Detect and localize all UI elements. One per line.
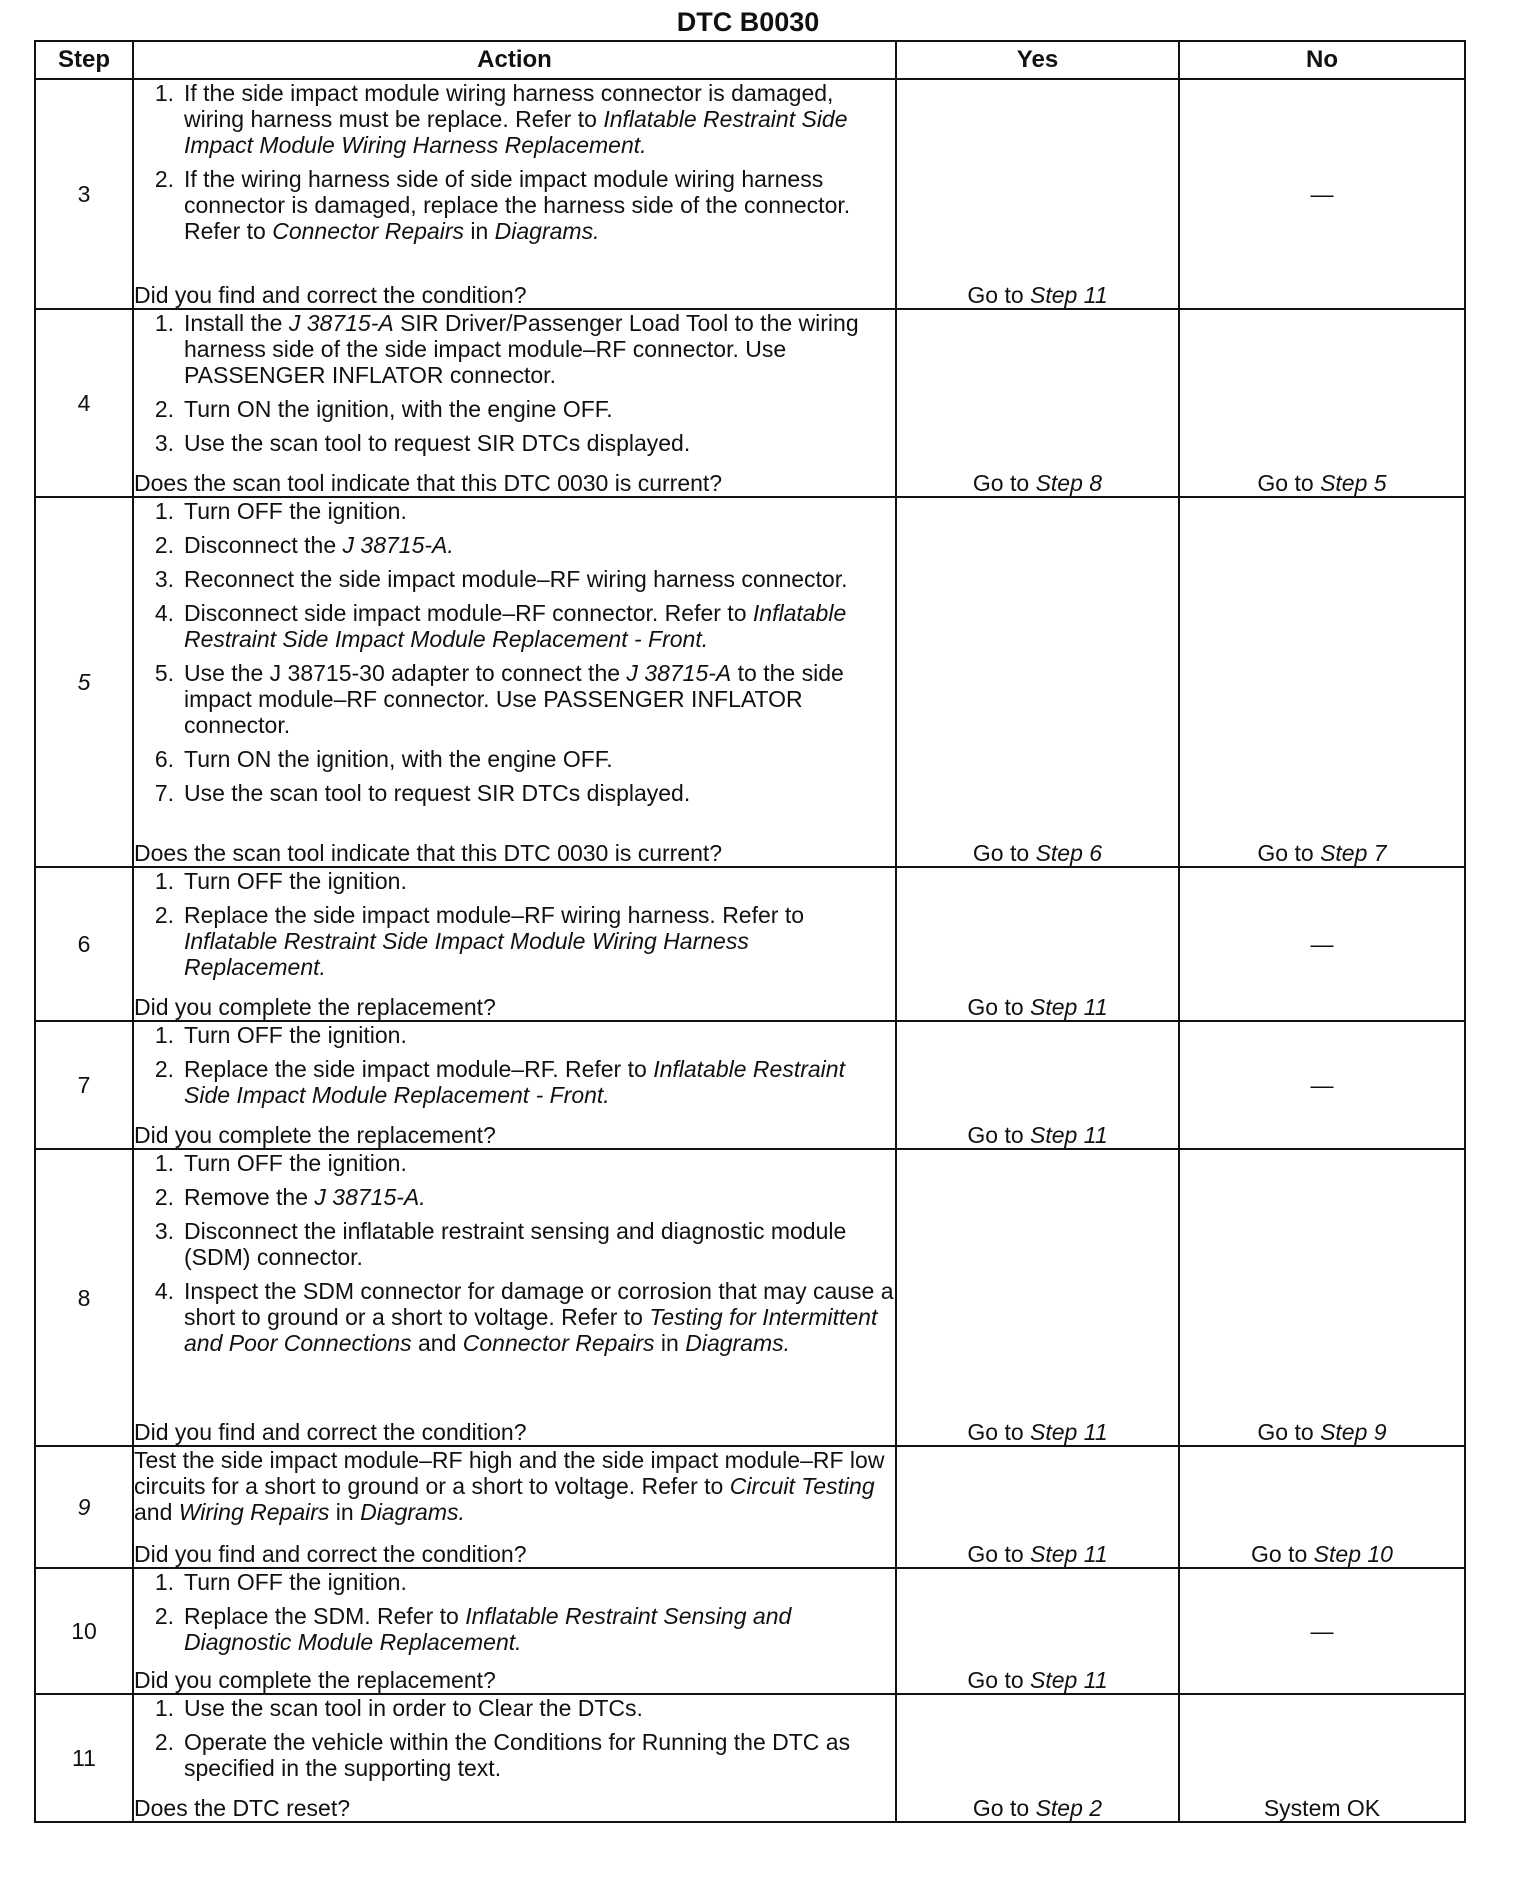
- text-segment: Step 11: [1030, 1419, 1108, 1445]
- action-step-number: 2.: [154, 1603, 174, 1629]
- action-body: [134, 1150, 895, 1445]
- action-cell: [133, 1694, 896, 1822]
- step-number: 7: [35, 1021, 133, 1149]
- text-segment: J 38715-A: [288, 310, 394, 336]
- table-row: [35, 1446, 1465, 1568]
- text-segment: Step 9: [1320, 1419, 1387, 1445]
- text-segment: Step 7: [1320, 840, 1387, 866]
- step-number: 3: [35, 79, 133, 309]
- action-step: [134, 1218, 895, 1270]
- action-step: [134, 780, 895, 806]
- yes-result: [967, 1541, 1107, 1567]
- text-segment: Go to: [1251, 1541, 1314, 1567]
- action-steps: [134, 1695, 895, 1781]
- action-step-text: [184, 566, 895, 592]
- text-segment: Go to: [967, 994, 1031, 1020]
- text-segment: Step 11: [1030, 1667, 1108, 1693]
- action-step: [134, 396, 895, 422]
- text-segment: Replace the SDM. Refer to: [184, 1603, 466, 1629]
- action-body: [134, 310, 895, 496]
- header-no: No: [1179, 41, 1465, 79]
- text-segment: Replace the side impact module–RF. Refer to: [184, 1056, 654, 1082]
- action-step-text: [184, 310, 895, 388]
- action-step-number: 1.: [154, 868, 174, 894]
- action-step-number: 1.: [154, 80, 174, 106]
- action-step: [134, 1022, 895, 1048]
- yes-cell: [896, 1568, 1179, 1694]
- action-step-number: 1.: [154, 1695, 174, 1721]
- text-segment: Circuit Testing: [729, 1473, 875, 1499]
- yes-result: [973, 470, 1102, 496]
- action-steps: [134, 868, 895, 980]
- action-step: [134, 1150, 895, 1176]
- action-step: [134, 566, 895, 592]
- text-segment: Connector Repairs: [272, 218, 464, 244]
- text-segment: Step 11: [1030, 994, 1108, 1020]
- action-step-number: 2.: [154, 1729, 174, 1755]
- action-step-number: 2.: [154, 166, 174, 192]
- no-result: [1264, 1795, 1380, 1821]
- action-step: [134, 80, 895, 158]
- text-segment: J 38715-A: [626, 660, 732, 686]
- action-body: [134, 1022, 895, 1148]
- action-step-text: [184, 396, 895, 422]
- action-step-text: [184, 430, 895, 456]
- text-segment: Go to: [1257, 470, 1321, 496]
- text-segment: Replace the side impact module–RF wiring harness. Refer to: [184, 902, 805, 928]
- action-step: [134, 1184, 895, 1210]
- action-cell: [133, 1021, 896, 1149]
- action-body: [134, 80, 895, 308]
- text-segment: Use the J 38715-30 adapter to connect the: [184, 660, 627, 686]
- action-question: Does the scan tool indicate that this DTC 0030 is current?: [134, 840, 723, 866]
- text-segment: and: [134, 1499, 179, 1525]
- no-result-dash: —: [1310, 181, 1334, 207]
- step-number: 6: [35, 867, 133, 1021]
- action-step-text: [184, 746, 895, 772]
- action-step: [134, 532, 895, 558]
- text-segment: Go to: [967, 282, 1031, 308]
- action-step-text: [184, 166, 895, 244]
- action-step: [134, 1603, 895, 1655]
- action-step-number: 2.: [154, 1184, 174, 1210]
- text-segment: Remove the: [184, 1184, 315, 1210]
- table-row: [35, 1694, 1465, 1822]
- action-cell: [133, 497, 896, 867]
- yes-cell: [896, 1694, 1179, 1822]
- table-row: [35, 867, 1465, 1021]
- text-segment: Diagrams.: [685, 1330, 791, 1356]
- action-step-text: [184, 600, 895, 652]
- no-cell: [1179, 1149, 1465, 1446]
- text-segment: Step 6: [1035, 840, 1103, 866]
- no-result-dash: —: [1310, 1072, 1334, 1098]
- text-segment: Turn OFF the ignition.: [184, 1150, 407, 1176]
- action-step: [134, 1695, 895, 1721]
- text-segment: J 38715-A.: [342, 532, 454, 558]
- text-segment: Step 5: [1320, 470, 1387, 496]
- action-step: [134, 1569, 895, 1595]
- action-step-number: 4.: [154, 600, 174, 626]
- yes-cell: [896, 79, 1179, 309]
- action-cell: [133, 309, 896, 497]
- action-step-number: 2.: [154, 1056, 174, 1082]
- action-step-number: 3.: [154, 1218, 174, 1244]
- text-segment: Use the scan tool in order to Clear the DTCs.: [184, 1695, 643, 1721]
- action-step-text: [184, 1729, 895, 1781]
- action-step: [134, 1729, 895, 1781]
- action-step-text: [184, 1022, 895, 1048]
- text-segment: Step 10: [1313, 1541, 1393, 1567]
- action-step: [134, 430, 895, 456]
- no-result: [1257, 470, 1386, 496]
- text-segment: Go to: [972, 1795, 1036, 1821]
- action-step: [134, 746, 895, 772]
- action-step-text: [184, 1056, 895, 1108]
- action-cell: [133, 867, 896, 1021]
- action-step: [134, 600, 895, 652]
- no-result: [1257, 840, 1386, 866]
- action-question: Did you complete the replacement?: [134, 1667, 496, 1693]
- action-step-number: 1.: [154, 1569, 174, 1595]
- text-segment: in: [654, 1330, 686, 1356]
- action-step-number: 6.: [154, 746, 174, 772]
- text-segment: to the side impact module–RF connector. Use PASSENGER INFLATOR connector.: [184, 660, 844, 738]
- text-segment: Go to: [972, 470, 1036, 496]
- text-segment: Step 2: [1035, 1795, 1103, 1821]
- action-step-number: 1.: [154, 1022, 174, 1048]
- text-segment: Go to: [967, 1541, 1031, 1567]
- text-segment: Go to: [967, 1419, 1031, 1445]
- yes-result: [967, 1667, 1107, 1693]
- action-steps: [134, 80, 895, 244]
- text-segment: If the wiring harness side of side impact module wiring harness connector is damaged, replace the harness side of the connector. Refer to: [184, 166, 851, 244]
- text-segment: Go to: [972, 840, 1036, 866]
- text-segment: Testing for Intermittent and Poor Connections: [184, 1304, 878, 1356]
- action-body: [134, 1569, 895, 1693]
- action-step-text: [184, 660, 895, 738]
- text-segment: System OK: [1263, 1795, 1381, 1821]
- text-segment: Turn OFF the ignition.: [184, 1022, 407, 1048]
- yes-result: [973, 1795, 1102, 1821]
- action-step-number: 7.: [154, 780, 174, 806]
- text-segment: Reconnect the side impact module–RF wiring harness connector.: [184, 566, 848, 592]
- step-number: 4: [35, 309, 133, 497]
- action-step-number: 5.: [154, 660, 174, 686]
- action-step-text: [184, 532, 895, 558]
- table-row: [35, 1568, 1465, 1694]
- action-step-number: 2.: [154, 902, 174, 928]
- text-segment: Operate the vehicle within the Conditions for Running the DTC as specified in the supporting text.: [184, 1729, 851, 1781]
- action-steps: [134, 1569, 895, 1655]
- yes-cell: [896, 1021, 1179, 1149]
- yes-result: [967, 282, 1107, 308]
- text-segment: Turn ON the ignition, with the engine OFF.: [184, 396, 613, 422]
- table-row: [35, 309, 1465, 497]
- action-step-number: 2.: [154, 532, 174, 558]
- table-row: [35, 497, 1465, 867]
- action-step-number: 2.: [154, 396, 174, 422]
- action-step-text: [184, 1184, 895, 1210]
- yes-cell: [896, 1149, 1179, 1446]
- action-step: [134, 498, 895, 524]
- no-cell: [1179, 79, 1465, 309]
- header-yes: Yes: [896, 41, 1179, 79]
- action-step: [134, 1056, 895, 1108]
- text-segment: Go to: [967, 1122, 1031, 1148]
- no-cell: [1179, 1568, 1465, 1694]
- text-segment: Use the scan tool to request SIR DTCs displayed.: [184, 780, 691, 806]
- table-row: [35, 79, 1465, 309]
- action-paragraph: [134, 1447, 895, 1525]
- step-number: 5: [35, 497, 133, 867]
- yes-result: [973, 840, 1102, 866]
- action-step: [134, 660, 895, 738]
- no-cell: [1179, 309, 1465, 497]
- action-steps: [134, 310, 895, 456]
- action-cell: [133, 1568, 896, 1694]
- action-question: Did you complete the replacement?: [134, 1122, 496, 1148]
- dtc-table: [34, 40, 1466, 1823]
- action-steps: [134, 1022, 895, 1108]
- text-segment: Turn OFF the ignition.: [184, 1569, 407, 1595]
- action-step-number: 1.: [154, 498, 174, 524]
- action-steps: [134, 498, 895, 806]
- action-step-number: 3.: [154, 430, 174, 456]
- no-result-dash: —: [1310, 1618, 1334, 1644]
- yes-cell: [896, 497, 1179, 867]
- yes-result: [967, 1419, 1107, 1445]
- action-steps: [134, 1150, 895, 1356]
- text-segment: Diagrams.: [360, 1499, 465, 1525]
- action-step-text: [184, 780, 895, 806]
- text-segment: Inflatable Restraint Side Impact Module Replacement - Front.: [184, 1056, 845, 1108]
- text-segment: Step 11: [1030, 1122, 1108, 1148]
- action-question: Did you find and correct the condition?: [134, 1541, 527, 1567]
- text-segment: Step 8: [1035, 470, 1103, 496]
- action-body: [134, 1447, 895, 1567]
- action-step: [134, 166, 895, 244]
- text-segment: and: [411, 1330, 463, 1356]
- header-step: Step: [35, 41, 133, 79]
- action-question: Did you find and correct the condition?: [134, 282, 527, 308]
- action-step-number: 4.: [154, 1278, 174, 1304]
- text-segment: Inflatable Restraint Side Impact Module Wiring Harness Replacement.: [184, 106, 848, 158]
- action-body: [134, 868, 895, 1020]
- text-segment: Turn ON the ignition, with the engine OFF.: [184, 746, 613, 772]
- text-segment: Turn OFF the ignition.: [184, 868, 407, 894]
- table-row: [35, 1149, 1465, 1446]
- action-body: [134, 1695, 895, 1821]
- text-segment: Use the scan tool to request SIR DTCs displayed.: [184, 430, 691, 456]
- text-segment: Inflatable Restraint Side Impact Module Replacement - Front.: [184, 600, 847, 652]
- text-segment: Inspect the SDM connector for damage or corrosion that may cause a short to ground or a short to voltage. Refer to: [184, 1278, 894, 1330]
- text-segment: Go to: [1257, 840, 1321, 866]
- text-segment: Wiring Repairs: [178, 1499, 330, 1525]
- action-question: Did you complete the replacement?: [134, 994, 496, 1020]
- action-cell: [133, 79, 896, 309]
- action-step-number: 1.: [154, 1150, 174, 1176]
- action-step-text: [184, 80, 895, 158]
- text-segment: Disconnect the inflatable restraint sensing and diagnostic module (SDM) connector.: [184, 1218, 847, 1270]
- action-step-text: [184, 1278, 895, 1356]
- page-title: DTC B0030: [676, 7, 820, 37]
- no-result-dash: —: [1310, 931, 1334, 957]
- action-step: [134, 1278, 895, 1356]
- no-cell: [1179, 1694, 1465, 1822]
- text-segment: Connector Repairs: [462, 1330, 655, 1356]
- action-cell: [133, 1149, 896, 1446]
- action-step: [134, 310, 895, 388]
- yes-result: [967, 994, 1107, 1020]
- no-cell: [1179, 1446, 1465, 1568]
- text-segment: Test the side impact module–RF high and the side impact module–RF low circuits for a short to ground or a short to voltage. Refer to: [134, 1447, 885, 1499]
- action-step-number: 1.: [154, 310, 174, 336]
- yes-cell: [896, 309, 1179, 497]
- action-question: Did you find and correct the condition?: [134, 1419, 527, 1445]
- table-row: [35, 1021, 1465, 1149]
- text-segment: SIR Driver/Passenger Load Tool to the wiring harness side of the side impact module–RF connector. Use PASSENGER INFLATOR connector.: [184, 310, 859, 388]
- text-segment: Inflatable Restraint Sensing and Diagnostic Module Replacement.: [184, 1603, 792, 1655]
- text-segment: Step 11: [1030, 282, 1108, 308]
- text-segment: Step 11: [1030, 1541, 1108, 1567]
- action-body: [134, 498, 895, 866]
- step-number: 11: [35, 1694, 133, 1822]
- text-segment: in: [329, 1499, 361, 1525]
- text-segment: Diagrams.: [494, 218, 600, 244]
- no-result: [1257, 1419, 1386, 1445]
- no-cell: [1179, 867, 1465, 1021]
- action-question: Does the DTC reset?: [134, 1795, 351, 1821]
- action-step: [134, 868, 895, 894]
- action-question: Does the scan tool indicate that this DTC 0030 is current?: [134, 470, 723, 496]
- text-segment: Go to: [1257, 1419, 1321, 1445]
- text-segment: If the side impact module wiring harness connector is damaged, wiring harness must be replace. Refer to: [184, 80, 834, 132]
- no-cell: [1179, 497, 1465, 867]
- yes-cell: [896, 867, 1179, 1021]
- text-segment: Go to: [967, 1667, 1031, 1693]
- text-segment: in: [463, 218, 495, 244]
- action-step-text: [184, 498, 895, 524]
- header-row: [35, 41, 1465, 79]
- no-cell: [1179, 1021, 1465, 1149]
- text-segment: Disconnect side impact module–RF connector. Refer to: [184, 600, 753, 626]
- action-step-text: [184, 1569, 895, 1595]
- action-step-text: [184, 902, 895, 980]
- text-segment: J 38715-A.: [314, 1184, 426, 1210]
- yes-cell: [896, 1446, 1179, 1568]
- yes-result: [967, 1122, 1107, 1148]
- action-step-text: [184, 1695, 895, 1721]
- action-step-text: [184, 1218, 895, 1270]
- action-step-text: [184, 1603, 895, 1655]
- action-step-number: 3.: [154, 566, 174, 592]
- action-step-text: [184, 1150, 895, 1176]
- header-action: Action: [133, 41, 896, 79]
- step-number: 9: [35, 1446, 133, 1568]
- text-segment: Install the: [184, 310, 289, 336]
- step-number: 10: [35, 1568, 133, 1694]
- action-cell: [133, 1446, 896, 1568]
- action-step-text: [184, 868, 895, 894]
- text-segment: Turn OFF the ignition.: [184, 498, 407, 524]
- step-number: 8: [35, 1149, 133, 1446]
- no-result: [1251, 1541, 1393, 1567]
- action-step: [134, 902, 895, 980]
- text-segment: Disconnect the: [184, 532, 343, 558]
- text-segment: Inflatable Restraint Side Impact Module Wiring Harness Replacement.: [184, 928, 749, 980]
